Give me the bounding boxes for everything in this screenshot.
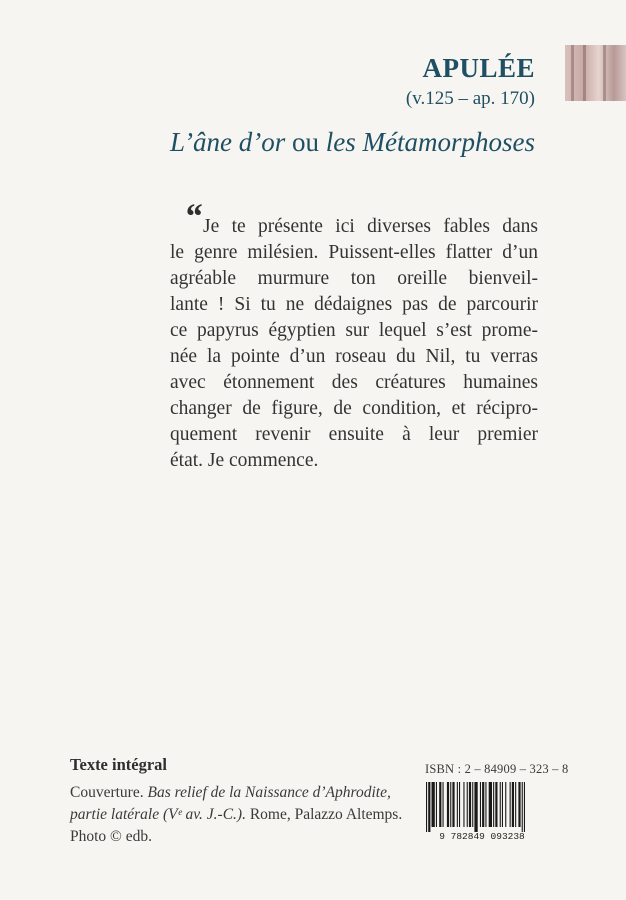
title-part-1: L’âne d’or	[170, 127, 286, 157]
barcode	[423, 781, 541, 841]
barcode-bar	[436, 782, 437, 827]
barcode-bar	[474, 782, 477, 832]
barcode-bar	[502, 782, 503, 827]
thumbnail-fold-line	[571, 45, 574, 101]
quote-line: agréable murmure ton oreille bienveil-	[170, 268, 538, 289]
barcode-bar	[515, 782, 516, 827]
barcode-bar	[459, 782, 460, 827]
credit-prefix: Couverture.	[70, 784, 148, 801]
cover-credits	[70, 782, 415, 848]
barcode-bar	[443, 782, 444, 827]
author-name: APULÉE	[422, 53, 535, 83]
texte-integral-label: Texte intégral	[70, 755, 167, 774]
quote-line: changer de figure, de condition, et récipro-	[170, 398, 538, 419]
title-part-2: les Métamorphoses	[325, 127, 535, 157]
barcode-bar	[522, 782, 523, 832]
isbn-label: ISBN : 2 – 84909 – 323 – 8	[425, 762, 569, 776]
credit-italic-2: partie latérale (Vᵉ av. J.-C.).	[70, 806, 246, 823]
barcode-bar	[447, 782, 449, 827]
book-title	[170, 127, 535, 158]
barcode-bar	[426, 782, 427, 832]
quote-line: avec étonnement des créatures humaines	[170, 372, 538, 393]
barcode-bar	[457, 782, 458, 827]
barcode-bar	[500, 782, 501, 827]
barcode-bar	[489, 782, 492, 827]
credit-line-2	[70, 804, 415, 826]
barcode-bar	[463, 782, 464, 827]
barcode-bar	[428, 782, 430, 832]
barcode-bar	[439, 782, 441, 827]
barcode-bar	[450, 782, 451, 827]
quote-line: lante ! Si tu ne dédaignes pas de parcourir	[170, 294, 538, 315]
opening-quote-mark: “	[184, 196, 202, 236]
barcode-bar	[512, 782, 514, 827]
thumbnail-fold-line	[583, 45, 586, 101]
thumbnail-fold-line	[603, 45, 606, 101]
credit-line-1	[70, 782, 415, 804]
quote-line: le genre milésien. Puissent-elles flatter d’un	[170, 242, 538, 263]
title-connector: ou	[285, 127, 326, 157]
barcode-graphic	[423, 781, 541, 841]
quote-line: née la pointe d’un roseau du Nil, tu verras	[170, 346, 538, 367]
barcode-bar	[480, 782, 481, 827]
quote-line: quement revenir ensuite à leur premier	[170, 424, 538, 445]
barcode-bar	[505, 782, 506, 827]
author-dates: (v.125 – ap. 170)	[405, 88, 535, 109]
quote-line: ce papyrus égyptien sur lequel s’est prome-	[170, 320, 538, 341]
barcode-bar	[452, 782, 454, 827]
barcode-digits: 9 782849 093238	[439, 831, 525, 841]
quote-line: Je te présente ici diverses fables dans	[203, 216, 538, 237]
barcode-bar	[495, 782, 497, 827]
barcode-bar	[432, 782, 435, 827]
barcode-bar	[472, 782, 473, 827]
barcode-bar	[524, 782, 525, 832]
credit-line-3: Photo © edb.	[70, 828, 152, 845]
credit-italic-1: Bas relief de la Naissance d’Aphrodite,	[147, 784, 391, 801]
barcode-bar	[518, 782, 520, 827]
quote-line: état. Je commence.	[170, 450, 319, 471]
cover-thumbnail-image	[565, 45, 626, 101]
barcode-bar	[467, 782, 468, 827]
barcode-bar	[469, 782, 471, 827]
barcode-bar	[485, 782, 486, 827]
barcode-bar	[510, 782, 511, 827]
barcode-bar	[493, 782, 494, 827]
credit-location: Rome, Palazzo Altemps.	[245, 806, 403, 823]
barcode-bar	[482, 782, 484, 827]
quote-excerpt	[170, 214, 538, 474]
